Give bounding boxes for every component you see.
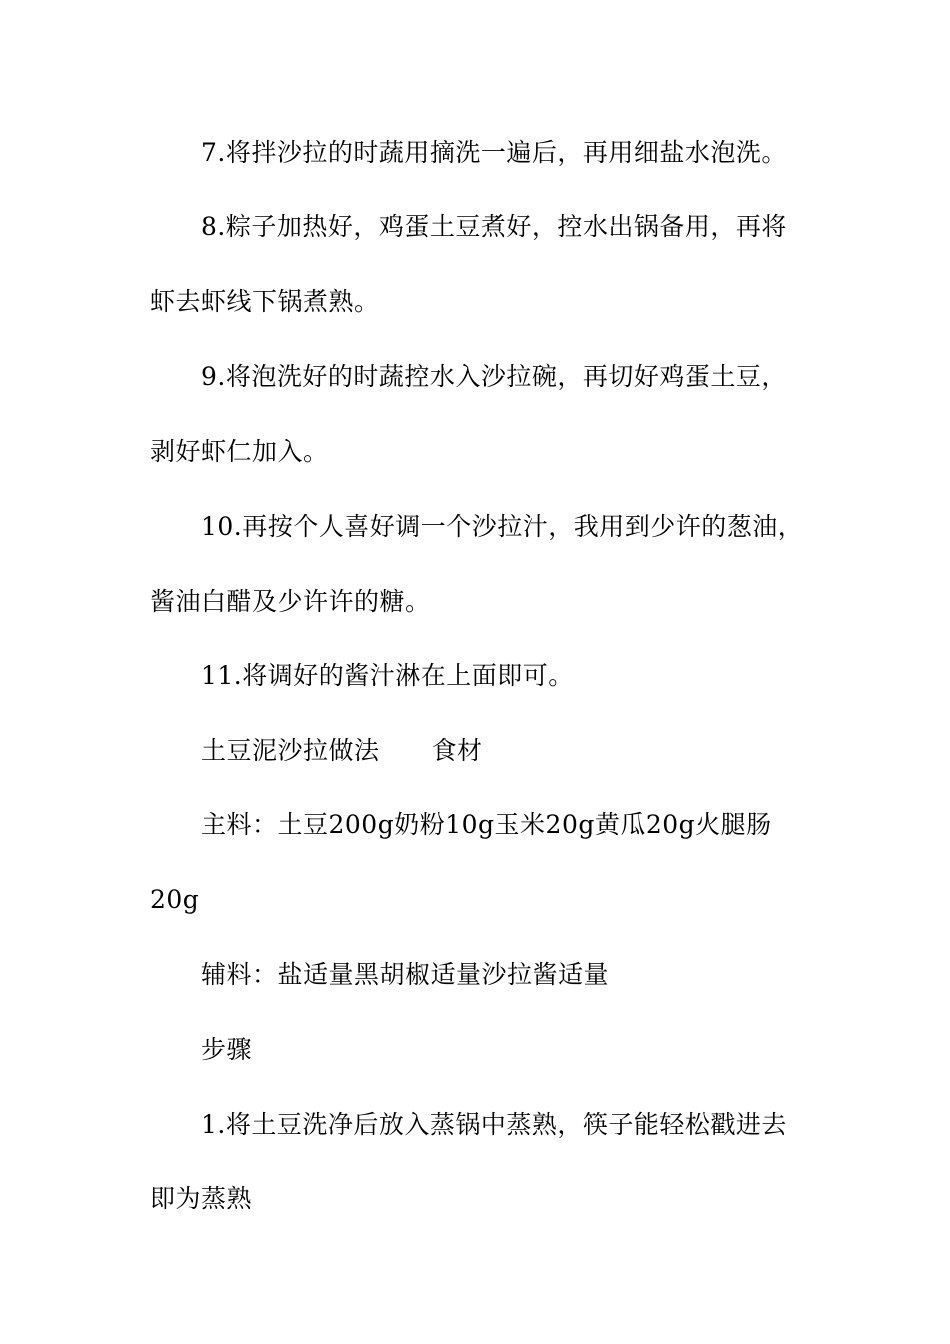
step-1-text: 1.将土豆洗净后放入蒸锅中蒸熟，筷子能轻松戳进去 <box>201 1110 787 1139</box>
auxiliary-ingredients-text: 辅料：盐适量黑胡椒适量沙拉酱适量 <box>201 960 610 989</box>
recipe-title: 土豆泥沙拉做法 <box>201 736 380 765</box>
step-8-continuation: 虾去虾线下锅煮熟。 <box>150 287 380 316</box>
recipe-heading <box>201 736 483 766</box>
main-ingredients-text: 主料：土豆200g奶粉10g玉米20g黄瓜20g火腿肠 <box>201 810 772 839</box>
step-10-continuation: 酱油白醋及少许许的糖。 <box>150 587 431 616</box>
main-ingredients-continuation: 20g <box>150 885 200 914</box>
step-1-continuation: 即为蒸熟 <box>150 1184 253 1213</box>
step-7-text: 7.将拌沙拉的时蔬用摘洗一遍后，再用细盐水泡洗。 <box>201 138 787 167</box>
step-9-text: 9.将泡洗好的时蔬控水入沙拉碗，再切好鸡蛋土豆， <box>201 362 787 391</box>
step-8-text: 8.粽子加热好，鸡蛋土豆煮好，控水出锅备用，再将 <box>201 212 787 241</box>
steps-heading: 步骤 <box>201 1035 253 1064</box>
ingredients-label: 食材 <box>431 736 483 765</box>
step-10-text: 10.再按个人喜好调一个沙拉汁，我用到少许的葱油， <box>201 512 804 541</box>
step-9-continuation: 剥好虾仁加入。 <box>150 437 329 466</box>
step-11-text: 11.将调好的酱汁淋在上面即可。 <box>201 661 574 690</box>
